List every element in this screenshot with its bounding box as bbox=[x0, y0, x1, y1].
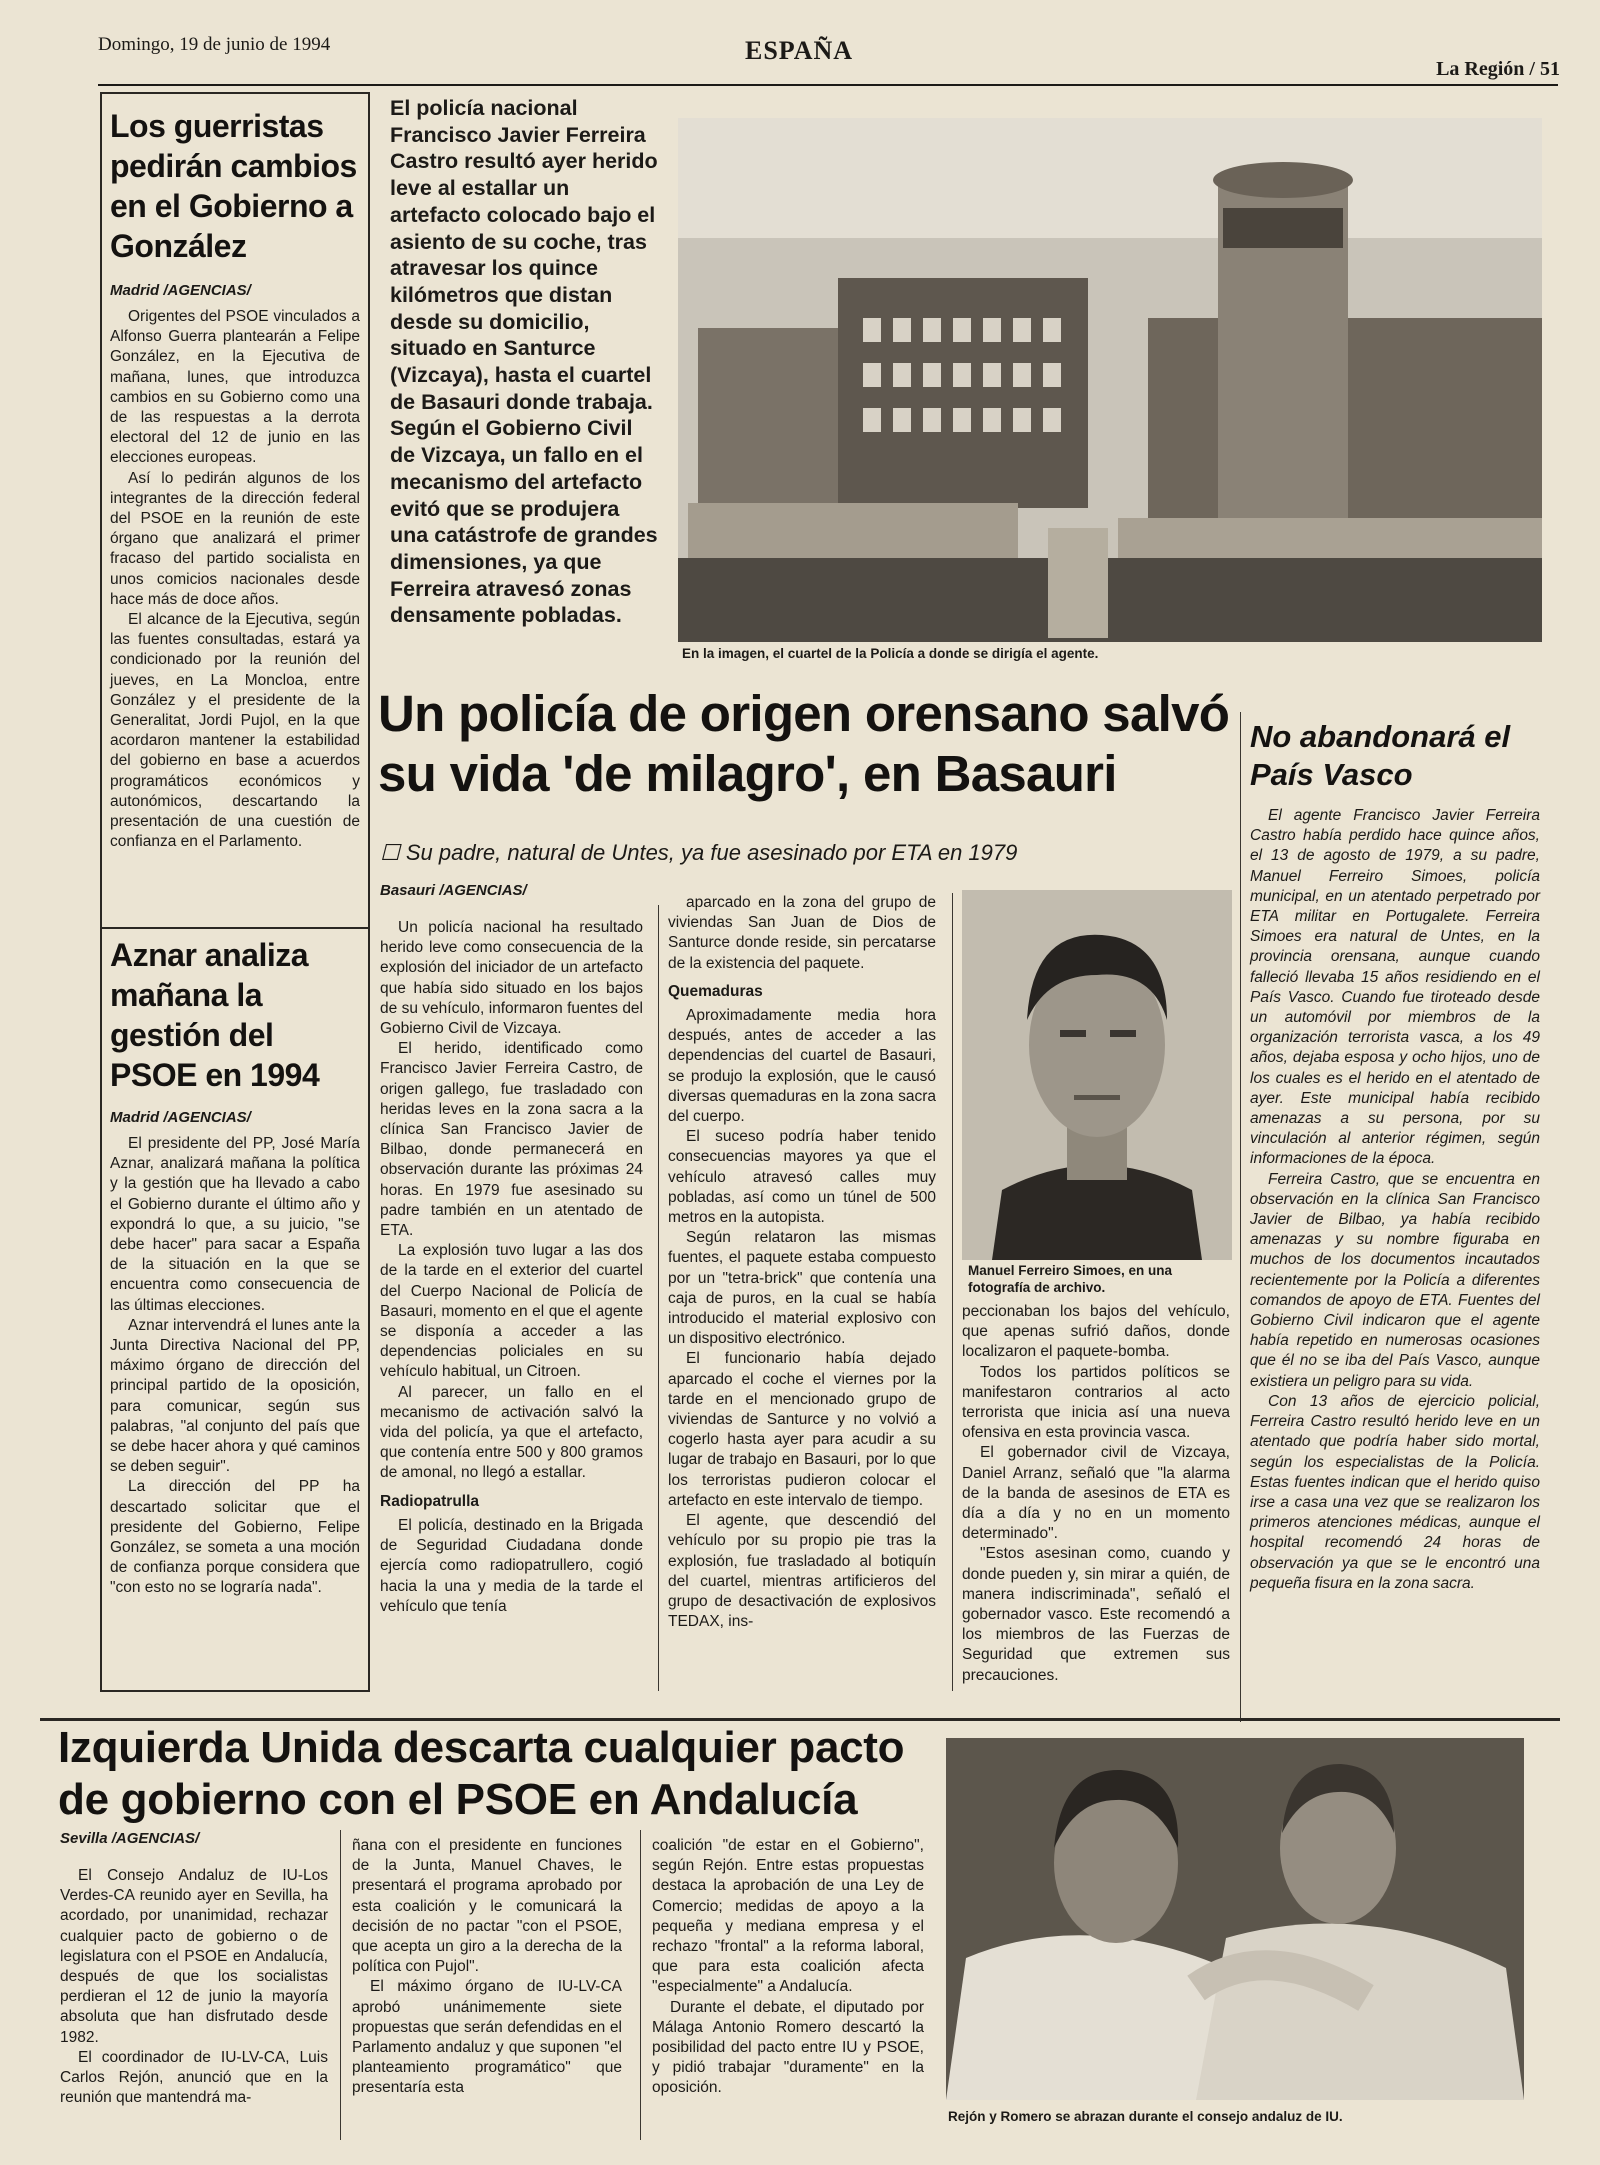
deck-line bbox=[380, 840, 1250, 866]
dateline: Madrid /AGENCIAS/ bbox=[110, 282, 251, 299]
barracks-photo bbox=[678, 118, 1542, 642]
column-rule bbox=[640, 1830, 641, 2140]
paragraph: coalición "de estar en el Gobierno", según Rejón. Entre estas propuestas destaca la aprobación de una Ley de Comercio; medidas de apoyo a la pequeña y mediana empresa y el rechazo "frontal" a la reforma laboral, que para esta coalición afecta "especialmente" a Andalucía. bbox=[652, 1837, 924, 1996]
paragraph: El agente Francisco Javier Ferreira Castro había perdido hace quince años, el 13 de agosto de 1979, a su padre, Manuel Ferreiro Simoes, policía municipal, en un atentado perpetrado por ETA militar en Portugalete. Ferreira Simoes era natural de Untes, en la provincia orensana, aunque cuando falleció llevaba 15 años residiendo en el País Vasco. Cuando fue tiroteado desde un automóvil por miembros de la organización terrorista vasca, a los 49 años, dejaba esposa y ocho hijos, uno de los cuales es el herido en el atentado de ayer. Este municipal había recibido amenazas a su persona, por su vinculación al anterior régimen, según informaciones de la época. bbox=[1250, 807, 1540, 1168]
article-body bbox=[110, 1134, 360, 1599]
dateline: Madrid /AGENCIAS/ bbox=[110, 1109, 251, 1126]
bottom-column-1 bbox=[60, 1866, 328, 2108]
checkbox-marker-icon: ☐ bbox=[380, 840, 400, 865]
paragraph: El agente, que descendió del vehículo por su propio pie tras la explosión, fue trasladado al botiquín del cuartel, mientras artificieros del grupo de desactivación de explosivos TEDAX, ins- bbox=[668, 1512, 936, 1631]
headline-pais-vasco: No abandonará el País Vasco bbox=[1250, 719, 1511, 792]
column-rule bbox=[1240, 712, 1241, 1722]
lead-column-3 bbox=[962, 1302, 1230, 1686]
paragraph: El policía, destinado en la Brigada de Seguridad Ciudadana donde ejercía como radiopatrullero, cogió hacia la una y media de la tarde el vehículo que tenía bbox=[380, 1516, 643, 1615]
article-aznar bbox=[110, 935, 360, 1599]
paragraph: El herido, identificado como Francisco Javier Ferreira Castro, de origen gallego, fue trasladado con heridas leves en la zona sacra a la clínica San Francisco Javier de Bilbao, donde permanecerá en observación durante las próximas 24 horas. En 1979 fue asesinado su padre también en un atentado de ETA. bbox=[380, 1040, 643, 1240]
paragraph: Aproximadamente media hora después, antes de acceder a las dependencias del cuartel de Basauri, se produjo la explosión, que le causó diversas quemaduras en la zona sacra del cuerpo. bbox=[668, 1007, 936, 1126]
lead-column-2 bbox=[668, 893, 936, 1632]
paragraph: El gobernador civil de Vizcaya, Daniel Arranz, señaló que "la alarma de la banda de asesinos de ETA es día a día y no en un momento determinado". bbox=[962, 1444, 1230, 1543]
paragraph: Según relataron las mismas fuentes, el paquete estaba compuesto por un "tetra-brick" que contenía una caja de puros, en la cual se había introducido el material explosivo con un dispositivo electrónico. bbox=[668, 1229, 936, 1348]
page-folio: La Región / 51 bbox=[1436, 58, 1560, 80]
embrace-photo bbox=[946, 1738, 1524, 2100]
paragraph: La explosión tuvo lugar a las dos de la tarde en el exterior del cuartel del Cuerpo Nacional de Policía de Basauri, momento en el que el agente se disponía a acceder a las dependencias policiales en su vehículo habitual, un Citroen. bbox=[380, 1242, 643, 1381]
headline-izquierda-unida: Izquierda Unida descarta cualquier pacto de gobierno con el PSOE en Andalucía bbox=[58, 1723, 905, 1824]
column-rule bbox=[340, 1830, 341, 2140]
portrait-photo bbox=[962, 890, 1232, 1260]
subhead-quemaduras: Quemaduras bbox=[668, 982, 763, 1000]
paragraph: Durante el debate, el diputado por Málaga Antonio Romero descartó la posibilidad del pacto entre IU y PSOE, y pidió trabajar "duramente" en la oposición. bbox=[652, 1998, 924, 2097]
paragraph: Con 13 años de ejercicio policial, Ferreira Castro resultó herido leve en un atentado que podría haber sido mortal, según los especialistas de la Policía. Estas fuentes indican que el herido quiso irse a casa una vez que se realizaron los primeros atenciones médicas, aunque el hospital recomendó 24 horas de observación ya que se le encontró una pequeña fisura en la zona sacra. bbox=[1250, 1392, 1540, 1592]
paragraph: Un policía nacional ha resultado herido leve como consecuencia de la explosión del iniciador de un artefacto que había sido situado en los bajos de su vehículo, informaron fuentes del Gobierno Civil de Vizcaya. bbox=[380, 919, 643, 1038]
barracks-caption: En la imagen, el cuartel de la Policía a donde se dirigía el agente. bbox=[682, 646, 1099, 661]
headline-aznar: Aznar analiza mañana la gestión del PSOE en 1994 bbox=[110, 937, 320, 1093]
embrace-caption: Rejón y Romero se abrazan durante el consejo andaluz de IU. bbox=[948, 2109, 1343, 2124]
lead-intro: El policía nacional Francisco Javier Ferreira Castro resultó ayer herido leve al estallar un artefacto colocado bajo el asiento de su coche, tras atravesar los quince kilómetros que distan desde su domicilio, situado en Santurce (Vizcaya), hasta el cuartel de Basauri donde trabaja. Según el Gobierno Civil de Vizcaya, un fallo en el mecanismo del artefacto evitó que se produjera una catástrofe de grandes dimensiones, ya que Ferreira atravesó zonas densamente pobladas. bbox=[390, 96, 658, 628]
bottom-column-2 bbox=[352, 1836, 622, 2099]
paragraph: El suceso podría haber tenido consecuencias mayores ya que el vehículo atravesó calles muy pobladas, así como un túnel de 500 metros en la autopista. bbox=[668, 1128, 936, 1227]
embrace-image bbox=[946, 1738, 1524, 2100]
barracks-image bbox=[678, 118, 1542, 642]
paragraph: El Consejo Andaluz de IU-Los Verdes-CA reunido ayer en Sevilla, ha acordado, por unanimidad, rechazar cualquier pacto de gobierno o de legislatura con el PSOE en Andalucía, después de que los socialistas perdieran el 12 de junio la mayoría absoluta que han disfrutado desde 1982. bbox=[60, 1867, 328, 2046]
paragraph: Ferreira Castro, que se encuentra en observación en la clínica San Francisco Javier de Bilbao, ya había recibido amenazas y su nombre figuraba en muchos de los documentos incautados recientemente por la Policía a diferentes comandos de apoyo de ETA. Fuentes del Gobierno Civil indicaron que el agente había repetido en numerosas ocasiones que él no se iba del País Vasco, aunque existiera un peligro para su vida. bbox=[1250, 1170, 1540, 1390]
paragraph: Todos los partidos políticos se manifestaron contrarios al acto terrorista que inicia así una nueva ofensiva en esta provincia vasca. bbox=[962, 1363, 1230, 1442]
separator bbox=[102, 927, 368, 929]
article-body bbox=[1250, 806, 1540, 1594]
section-title: ESPAÑA bbox=[745, 36, 854, 65]
paragraph: Aznar intervendrá el lunes ante la Junta Directiva Nacional del PP, máximo órgano de dirección del principal partido de la oposición, para comunicar, según sus palabras, "al conjunto del país que se debe hacer ahora y qué caminos se deben seguir". bbox=[110, 1316, 360, 1476]
paragraph: La dirección del PP ha descartado solicitar que el presidente del Gobierno, Felipe González, se someta a una moción de confianza porque considera que "con esto no se lograría nada". bbox=[110, 1478, 360, 1597]
bottom-dateline: Sevilla /AGENCIAS/ bbox=[60, 1830, 200, 1847]
paragraph: Así lo pedirán algunos de los integrantes de la dirección federal del PSOE en la reunión de este órgano que analizará el primer fracaso del partido socialista en unos comicios nacionales desde hace más de doce años. bbox=[110, 469, 360, 608]
article-guerristas bbox=[110, 106, 360, 852]
bottom-separator bbox=[40, 1718, 1560, 1721]
issue-date: Domingo, 19 de junio de 1994 bbox=[98, 34, 331, 55]
article-body bbox=[110, 307, 360, 852]
paragraph: aparcado en la zona del grupo de viviendas San Juan de Dios de Santurce donde reside, sin percatarse de la existencia del paquete. bbox=[668, 894, 936, 972]
article-pais-vasco bbox=[1250, 718, 1540, 1594]
main-headline: Un policía de origen orensano salvó su vida 'de milagro', en Basauri bbox=[378, 685, 1230, 802]
paragraph: El coordinador de IU-LV-CA, Luis Carlos Rejón, anunció que en la reunión que mantendrá ma- bbox=[60, 2048, 328, 2107]
portrait-image bbox=[962, 890, 1232, 1260]
bottom-column-3 bbox=[652, 1836, 924, 2099]
lead-column-1 bbox=[380, 918, 643, 1617]
column-rule bbox=[952, 893, 953, 1691]
paragraph: peccionaban los bajos del vehículo, que apenas sufrió daños, donde localizaron el paquete-bomba. bbox=[962, 1303, 1230, 1361]
portrait-caption: Manuel Ferreiro Simoes, en una fotografía de archivo. bbox=[968, 1263, 1173, 1295]
paragraph: ñana con el presidente en funciones de la Junta, Manuel Chaves, le presentará el programa aprobado por esta coalición y le comunicará la decisión de no pactar "con el PSOE, que acepta un giro a la derecha de la política con Pujol". bbox=[352, 1837, 622, 1976]
headline-guerristas: Los guerristas pedirán cambios en el Gobierno a González bbox=[110, 108, 357, 264]
column-rule bbox=[658, 905, 659, 1691]
lead-dateline: Basauri /AGENCIAS/ bbox=[380, 882, 527, 899]
paragraph: El alcance de la Ejecutiva, según las fuentes consultadas, estará ya condicionado por la reunión del jueves, en La Moncloa, entre González y el presidente de la Generalitat, Jordi Pujol, en la que acordaron mantener la estabilidad del gobierno en base a acuerdos programáticos económicos y autonómicos, descartando la presentación de una cuestión de confianza en el Parlamento. bbox=[110, 611, 360, 851]
deck-text: Su padre, natural de Untes, ya fue asesinado por ETA en 1979 bbox=[405, 840, 1018, 865]
paragraph: Origentes del PSOE vinculados a Alfonso Guerra plantearán a Felipe González, en la Ejecutiva de mañana, lunes, que introduzca cambios en su Gobierno como una de las respuestas a la derrota electoral del 12 de junio en las elecciones europeas. bbox=[110, 308, 360, 467]
header-rule bbox=[98, 84, 1558, 86]
paragraph: El funcionario había dejado aparcado el coche el viernes por la tarde en el mencionado grupo de viviendas de Santurce y no volvió a cogerlo hasta ayer para acudir a su lugar de trabajo en Basauri, por lo que los terroristas pudieron colocar el artefacto en este intervalo de tiempo. bbox=[668, 1350, 936, 1509]
subhead-radiopatrulla: Radiopatrulla bbox=[380, 1492, 480, 1510]
paragraph: El máximo órgano de IU-LV-CA aprobó unánimemente siete propuestas que serán defendidas en el Parlamento andaluz y que suponen "el planteamiento programático" que presentaría esta bbox=[352, 1978, 622, 2097]
paragraph: El presidente del PP, José María Aznar, analizará mañana la política y la gestión que ha llevado a cabo el Gobierno durante el último año y expondrá lo que, a su juicio, "se debe hacer" para sacar a España de la situación en la que se encuentra como consecuencia de las últimas elecciones. bbox=[110, 1135, 360, 1314]
paragraph: Al parecer, un fallo en el mecanismo de activación salvó la vida del policía, ya que el artefacto, que contenía entre 500 y 800 gramos de amonal, no llegó a estallar. bbox=[380, 1383, 643, 1482]
paragraph: "Estos asesinan como, cuando y donde pueden y, sin mirar a quién, de manera indiscriminada", señaló el gobernador vasco. Este recomendó a los miembros de las Fuerzas de Seguridad que extremen sus precauciones. bbox=[962, 1545, 1230, 1684]
